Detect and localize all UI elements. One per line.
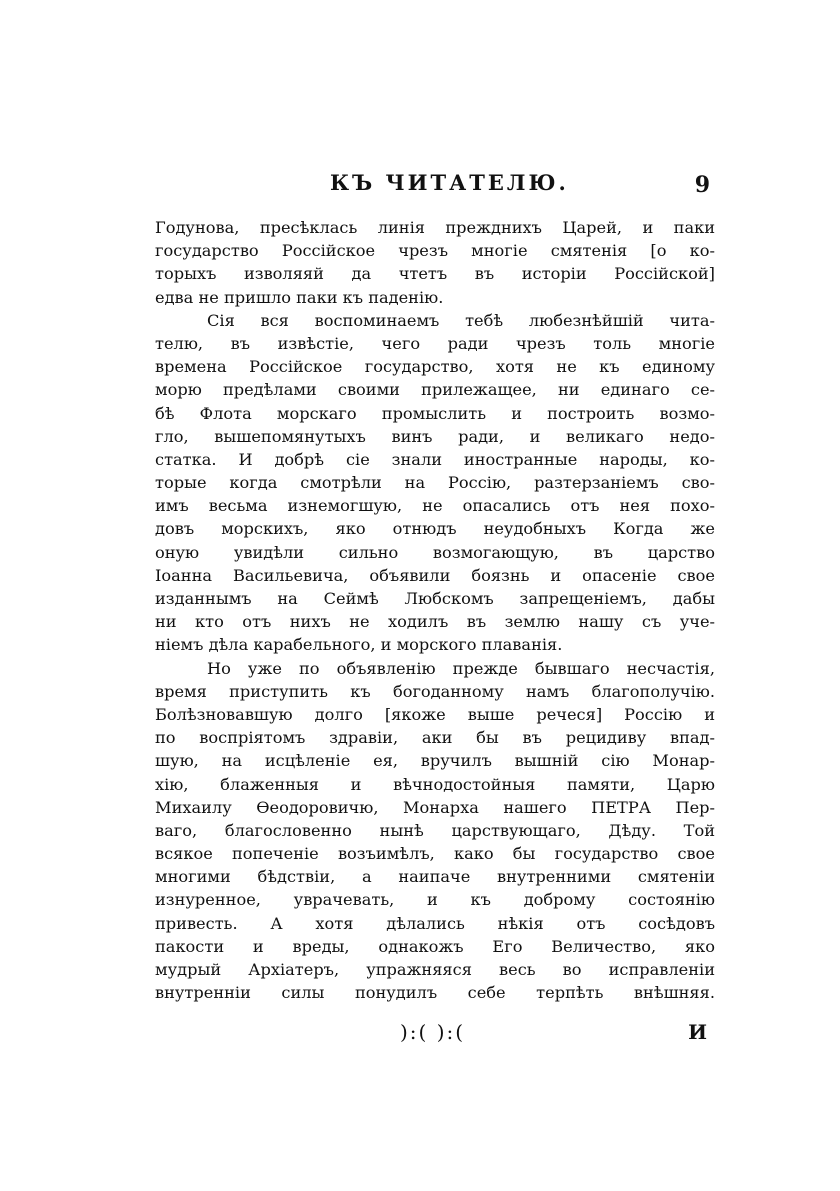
text-line: торыхъ изволяяй да чтетъ въ исторіи Россійской] [155, 264, 715, 284]
text-line: хію, блаженныя и вѣчнодостойныя памяти, Царю [155, 774, 715, 794]
text-line: Сія вся воспоминаемъ тебѣ любезнѣйшій чита- [207, 310, 715, 330]
page-number: 9 [694, 172, 710, 198]
text-line: статка. И добрѣ сіе знали иностранные народы, ко- [155, 449, 715, 469]
text-line: торые когда смотрѣли на Россію, разтерзаніемъ сво- [155, 473, 715, 493]
text-line: многими бѣдствіи, а наипаче внутренними смятеніи [155, 867, 715, 887]
text-line: морю предѣлами своими прилежащее, ни единаго се- [155, 380, 715, 400]
text-line: Годунова, пресѣклась линія прежднихъ Царей, и паки [155, 218, 715, 237]
text-line: государство Россійское чрезъ многіе смятенія [о ко- [155, 241, 715, 261]
text-line: гло, вышепомянутыхъ винъ ради, и великаго недо- [155, 426, 715, 446]
text-line: привесть. А хотя дѣлались нѣкія отъ сосѣдовъ [155, 913, 715, 933]
text-line: Но уже по объявленію прежде бывшаго несчастія, [207, 658, 715, 678]
text-line: пакости и вреды, однакожъ Его Величество, яко [155, 936, 715, 956]
running-title: КЪ ЧИТАТЕЛЮ. [330, 170, 569, 195]
body-text [155, 216, 715, 1004]
text-line: телю, въ извѣстіе, чего ради чрезъ толь многіе [155, 333, 715, 353]
text-line: всякое попеченіе возъимѣлъ, како бы государство свое [155, 844, 715, 864]
page-footer [155, 1020, 715, 1050]
text-line: шую, на исцѣленіе ея, вручилъ вышній сію Монар- [155, 751, 715, 771]
text-line: довъ морскихъ, яко отнюдъ неудобныхъ Когда же [155, 519, 715, 539]
text-line: едва не пришло паки къ паденію. [155, 287, 444, 307]
text-line: мудрый Архіатеръ, упражняяся весь во исправленіи [155, 960, 715, 979]
text-line: по воспріятомъ здравіи, аки бы въ рецидиву впад- [155, 728, 715, 748]
text-line: ніемъ дѣла карабельного, и морского плаванія. [155, 635, 563, 655]
text-line: изнуренное, уврачевать, и къ доброму состоянію [155, 890, 715, 910]
text-line: изданнымъ на Сеймѣ Любскомъ запрещеніемъ, дабы [155, 589, 715, 608]
signature-mark: ):( ):( [400, 1020, 466, 1044]
running-head [150, 170, 710, 200]
catchword: И [688, 1020, 707, 1044]
text-line: ваго, благословенно нынѣ царствующаго, Дѣду. Той [155, 820, 715, 840]
text-line: ни кто отъ нихъ не ходилъ въ землю нашу съ уче- [155, 612, 715, 632]
text-line: Михаилу Ѳеодоровичю, Монарха нашего ПЕТРА Пер- [155, 797, 715, 817]
text-line: внутренніи силы понудилъ себе терпѣть внѣшняя. [155, 983, 715, 1003]
text-line: Іоанна Васильевича, объявили боязнь и опасеніе свое [155, 565, 715, 585]
text-line: время приступить къ богоданному намъ благополучію. [155, 681, 715, 701]
text-line: времена Россійское государство, хотя не къ единому [155, 357, 715, 377]
text-line: бѣ Флота морскаго промыслить и построить возмо- [155, 403, 715, 423]
text-line: оную увидѣли сильно возмогающую, въ царство [155, 542, 715, 562]
text-line: Болѣзновавшую долго [якоже выше речеся] Россію и [155, 704, 715, 724]
text-line: имъ весьма изнемогшую, не опасались отъ нея похо- [155, 496, 715, 516]
